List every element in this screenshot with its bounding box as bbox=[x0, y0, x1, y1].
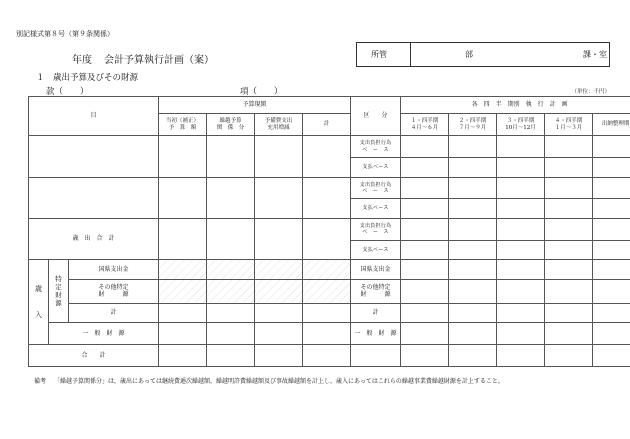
header-budget-total: 計 bbox=[303, 114, 351, 136]
header-budget: 予算現額 bbox=[159, 97, 351, 114]
header-carryover: 繰越予算 関 係 分 bbox=[207, 114, 255, 136]
kubun-commitment: 支出負担行為 ベ ー ス bbox=[351, 218, 401, 240]
header-initial-budget: 当初（補正） 予 算 額 bbox=[159, 114, 207, 136]
table-row bbox=[29, 136, 630, 158]
income-subtotal: 計 bbox=[69, 303, 159, 323]
table-row bbox=[29, 303, 630, 323]
kubun-payment: 支払ベース bbox=[351, 240, 401, 260]
grand-total-label: 合 計 bbox=[29, 345, 159, 367]
income-other-specific: その他特定 財 源 bbox=[69, 279, 159, 303]
header-quarter-plan: 各 四 半 期別 執 行 計 画 bbox=[401, 97, 630, 114]
expenditure-total-label: 歳 出 合 計 bbox=[29, 218, 159, 259]
income-national-prefectural: 国県支出金 bbox=[69, 260, 159, 280]
kan-field: 款（ ） bbox=[46, 87, 89, 97]
kubun-subtotal: 計 bbox=[351, 303, 401, 323]
table-row bbox=[29, 177, 630, 199]
kubun-commitment: 支出負担行為 ベ ー ス bbox=[351, 136, 401, 158]
kubun-commitment: 支出負担行為 ベ ー ス bbox=[351, 177, 401, 199]
revenue-label: 歳 入 bbox=[29, 260, 49, 345]
moku-cell bbox=[29, 177, 159, 218]
department-box bbox=[356, 42, 610, 67]
remarks bbox=[34, 376, 504, 385]
header-q1: １・四半期 ４月～６月 bbox=[401, 114, 449, 136]
department-label: 所管 bbox=[371, 50, 387, 59]
specific-revenue-label: 特 定 財 源 bbox=[49, 260, 69, 323]
section-heading: １ 歳出予算及びその財源 bbox=[36, 73, 139, 83]
header-kubun: 区 分 bbox=[351, 97, 401, 136]
department-divider bbox=[410, 43, 411, 66]
table-row bbox=[29, 345, 630, 367]
header-suitou: 出納整理期 bbox=[593, 114, 630, 136]
kubun-general: 一 般 財 源 bbox=[351, 323, 401, 345]
bureau-label: 部 bbox=[465, 50, 473, 59]
header-q4: ４・四半期 １月～３月 bbox=[545, 114, 593, 136]
page-title bbox=[72, 51, 214, 66]
fiscal-year-label: 年度 bbox=[72, 55, 92, 66]
kubun-payment: 支払ベース bbox=[351, 199, 401, 219]
plan-title: 会計予算執行計画（案） bbox=[104, 55, 214, 66]
kubun-national-prefectural: 国県支出金 bbox=[351, 260, 401, 280]
kubun-payment: 支払ベース bbox=[351, 157, 401, 177]
table-row bbox=[29, 218, 630, 240]
header-q3: ３・四半期 10月～12月 bbox=[497, 114, 545, 136]
table-row bbox=[29, 323, 630, 345]
table-row bbox=[29, 279, 630, 303]
moku-cell bbox=[29, 136, 159, 177]
remarks-text: 「繰越予算関係分」は，歳出にあっては継続費逓次繰越額，繰越明許費繰越額及び事故繰越額を計上し，歳入にあってはこれらの繰越事業費繰越財源を計上すること。 bbox=[54, 378, 504, 385]
header-moku: 目 bbox=[29, 97, 159, 136]
kubun-other-specific: その他特定 財 源 bbox=[351, 279, 401, 303]
header-reserve: 予備費支出 充用増減 bbox=[255, 114, 303, 136]
section-label: 課・室 bbox=[583, 50, 607, 59]
unit-label: （単位：千円） bbox=[571, 89, 610, 95]
form-number: 別記様式第８号（第９条関係） bbox=[16, 30, 114, 38]
table-row bbox=[29, 260, 630, 280]
header-q2: ２・四半期 ７月～９月 bbox=[449, 114, 497, 136]
kou-field: 項（ ） bbox=[240, 87, 283, 97]
remarks-label: 備考 bbox=[34, 378, 47, 385]
income-general: 一 般 財 源 bbox=[49, 323, 159, 345]
budget-plan-table bbox=[28, 96, 630, 367]
